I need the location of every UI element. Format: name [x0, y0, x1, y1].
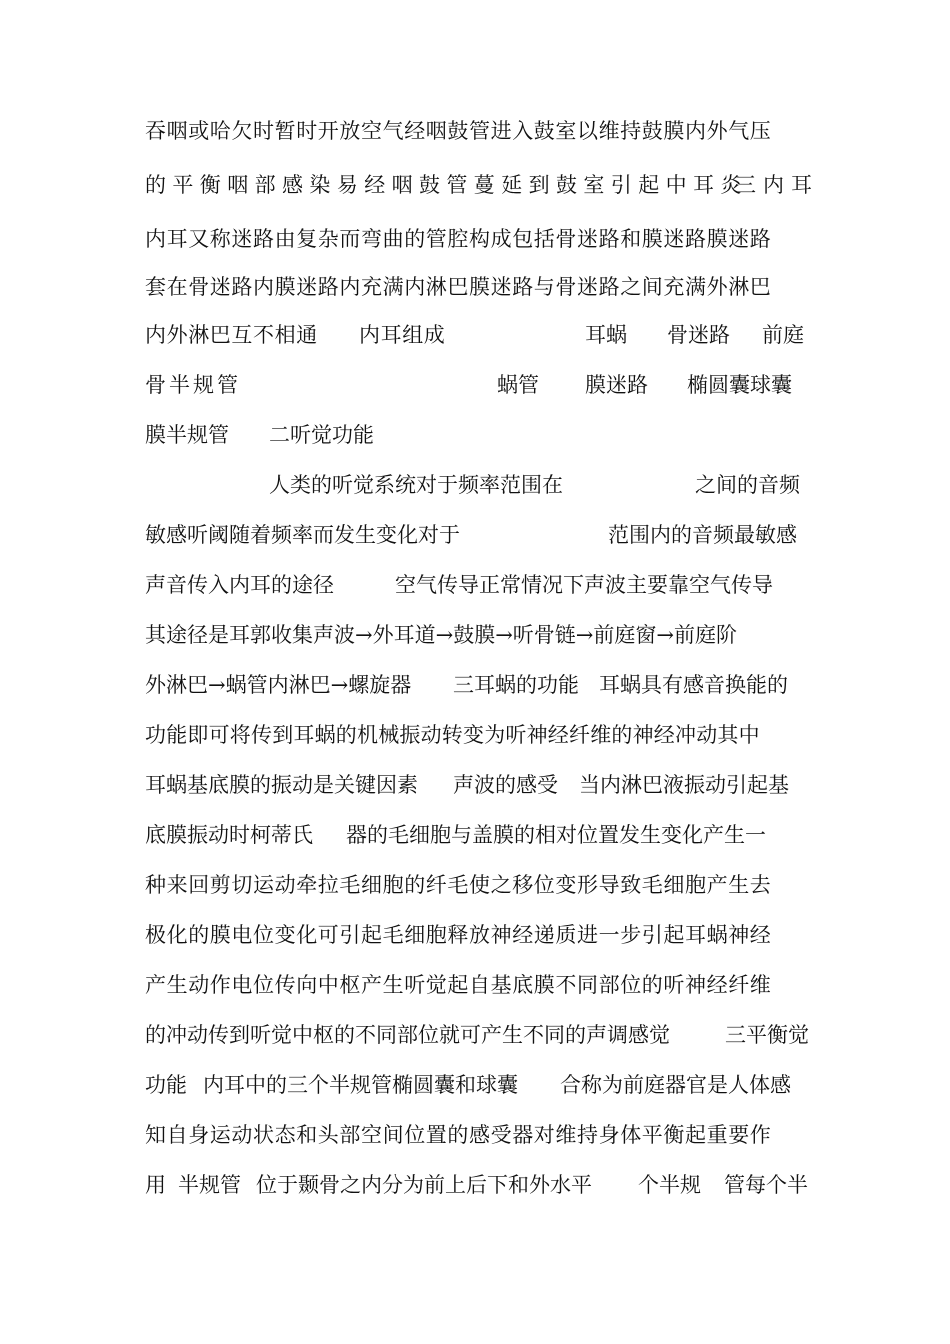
text-segment: 敏感听阈随着频率而发生变化对于 [145, 523, 460, 547]
text-segment: 骨半规管 [145, 373, 241, 397]
text-line [145, 818, 807, 852]
text-segment: 蜗管 [497, 373, 539, 397]
text-segment: 内耳中的三个半规管椭圆囊和球囊 [203, 1073, 518, 1097]
section-heading: 三平衡觉 [725, 1023, 809, 1047]
section-heading: 二听觉功能 [269, 423, 374, 447]
text-segment: 骨迷路 [667, 323, 730, 347]
text-segment: 用 [145, 1173, 166, 1197]
text-segment: 功能即可将传到耳蜗的机械振动转变为听神经纤维的神经冲动其中 [145, 723, 760, 747]
text-segment: 耳蜗基底膜的振动是关键因素 [145, 773, 418, 797]
text-line [145, 568, 807, 602]
text-line [145, 518, 807, 552]
text-segment: 人类的听觉系统对于频率范围在 [269, 473, 563, 497]
section-heading: 三耳蜗的功能 [453, 673, 579, 697]
text-line [145, 114, 807, 148]
text-segment: 合称为前庭器官是人体感 [560, 1073, 791, 1097]
text-segment: 器的毛细胞与盖膜的相对位置发生变化产生一 [346, 823, 766, 847]
text-line [145, 468, 807, 502]
text-segment: 空气传导正常情况下声波主要靠空气传导 [395, 573, 773, 597]
text-segment: 位于颞骨之内分为前上后下和外水平 [256, 1173, 592, 1197]
text-segment: 产生动作电位传向中枢产生听觉起自基底膜不同部位的听神经纤维 [145, 973, 772, 997]
text-segment: 的冲动传到听觉中枢的不同部位就可产生不同的声调感觉 [145, 1023, 670, 1047]
text-line [145, 368, 807, 402]
section-heading: 三内耳 [735, 173, 819, 197]
text-line [145, 768, 807, 802]
text-segment: 前庭 [762, 323, 804, 347]
text-segment: 内外淋巴互不相通 [145, 323, 318, 347]
text-line [145, 270, 807, 304]
text-segment: 知自身运动状态和头部空间位置的感受器对维持身体平衡起重要作 [145, 1123, 772, 1147]
text-segment: 的平衡咽部感染易经咽鼓管蔓延到鼓室引起中耳炎 [145, 173, 748, 197]
text-segment: 声音传入内耳的途径 [145, 573, 334, 597]
text-segment: 膜迷路 [585, 373, 648, 397]
text-line [145, 1068, 807, 1102]
text-line [145, 168, 819, 202]
text-line [145, 868, 807, 902]
text-segment: 之间的音频 [695, 473, 800, 497]
text-segment: 外淋巴→蜗管内淋巴→螺旋器 [145, 673, 412, 697]
text-line [145, 318, 807, 352]
text-line [145, 968, 807, 1002]
text-segment: 种来回剪切运动牵拉毛细胞的纤毛使之移位变形导致毛细胞产生去 [145, 873, 772, 897]
text-segment: 耳蜗 [585, 323, 627, 347]
text-line [145, 418, 807, 452]
text-line [145, 668, 807, 702]
text-line [145, 1118, 807, 1152]
text-segment: 范围内的音频最敏感 [608, 523, 797, 547]
text-segment: 当内淋巴液振动引起基 [579, 773, 789, 797]
text-line [145, 718, 807, 752]
text-segment: 管每个半 [724, 1173, 808, 1197]
text-line [145, 1168, 807, 1202]
text-segment: 功能 [145, 1073, 187, 1097]
text-segment: 膜半规管 [145, 423, 229, 447]
text-segment: 套在骨迷路内膜迷路内充满内淋巴膜迷路与骨迷路之间充满外淋巴 [145, 275, 772, 299]
text-line [145, 222, 807, 256]
text-line [145, 918, 807, 952]
text-line [145, 1018, 807, 1052]
text-segment: 个半规 [638, 1173, 701, 1197]
text-segment: 耳蜗具有感音换能的 [599, 673, 788, 697]
text-line [145, 618, 807, 652]
text-segment: 椭圆囊球囊 [687, 373, 792, 397]
text-segment: 吞咽或哈欠时暂时开放空气经咽鼓管进入鼓室以维持鼓膜内外气压 [145, 119, 772, 143]
text-segment: 其途径是耳郭收集声波→外耳道→鼓膜→听骨链→前庭窗→前庭阶 [145, 623, 737, 647]
text-segment: 声波的感受 [453, 773, 558, 797]
text-segment: 内耳又称迷路由复杂而弯曲的管腔构成包括骨迷路和膜迷路膜迷路 [145, 227, 772, 251]
text-segment: 半规管 [178, 1173, 241, 1197]
text-segment: 内耳组成 [359, 323, 446, 347]
text-segment: 底膜振动时柯蒂氏 [145, 823, 313, 847]
text-segment: 极化的膜电位变化可引起毛细胞释放神经递质进一步引起耳蜗神经 [145, 923, 772, 947]
